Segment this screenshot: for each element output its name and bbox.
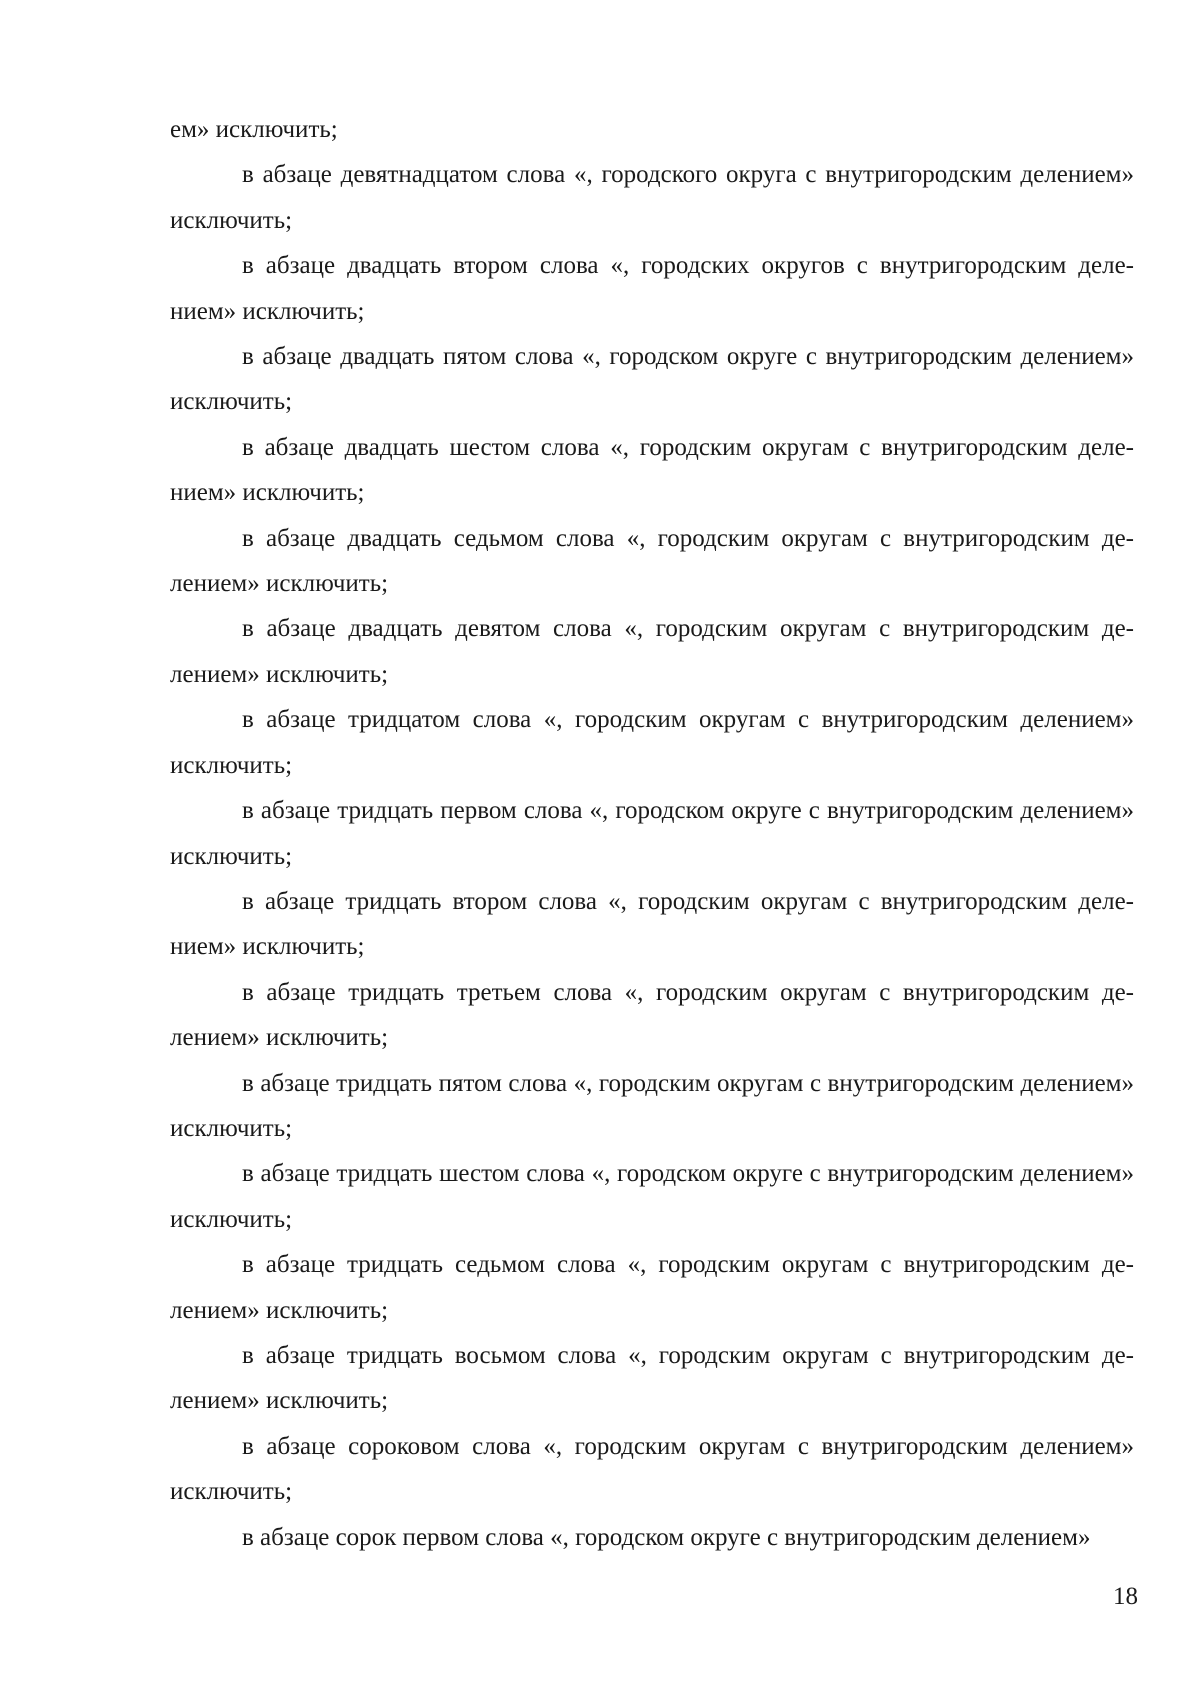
paragraph: в абзаце тридцать третьем слова «, городским округам с внутригородским делением» исключить; [170,978,1134,1052]
paragraph: в абзаце тридцать первом слова «, городском округе с внутригородским делением» исключить; [170,797,1134,870]
paragraph: в абзаце сорок первом слова «, городском округе с внутригородским делением» [242,1523,1091,1551]
paragraph-continuation: ем» исключить; [170,116,338,143]
paragraph: в абзаце сороковом слова «, городским округам с внутригородским делением» исключить; [170,1432,1134,1506]
paragraph: в абзаце девятнадцатом слова «, городского округа с внутригородским делением» исключить; [170,161,1134,234]
paragraph: в абзаце тридцать втором слова «, городским округам с внутригородским делением» исключить; [170,887,1134,961]
paragraph: в абзаце двадцать пятом слова «, городском округе с внутригородским делением» исключить; [170,343,1134,416]
paragraph: в абзаце тридцать восьмом слова «, городским округам с внутригородским делением» исключить; [170,1341,1134,1415]
page-number: 18 [1113,1583,1138,1610]
paragraph: в абзаце двадцать седьмом слова «, городским округам с внутригородским делением» исключить; [170,524,1134,598]
paragraph: в абзаце двадцать девятом слова «, городским округам с внутригородским делением» исключить; [170,615,1134,688]
paragraph: в абзаце тридцать пятом слова «, городским округам с внутригородским делением» исключить; [170,1069,1134,1142]
paragraph: в абзаце двадцать шестом слова «, городским округам с внутригородским делением» исключить; [170,433,1134,507]
paragraph: в абзаце тридцать шестом слова «, городском округе с внутригородским делением» исключить; [170,1160,1134,1233]
paragraph: в абзаце тридцать седьмом слова «, городским округам с внутригородским делением» исключить; [170,1251,1134,1324]
document-body [170,107,1134,1560]
paragraph: в абзаце тридцатом слова «, городским округам с внутригородским делением» исключить; [170,706,1134,779]
paragraph: в абзаце двадцать втором слова «, городских округов с внутригородским делением» исключить; [170,252,1134,325]
